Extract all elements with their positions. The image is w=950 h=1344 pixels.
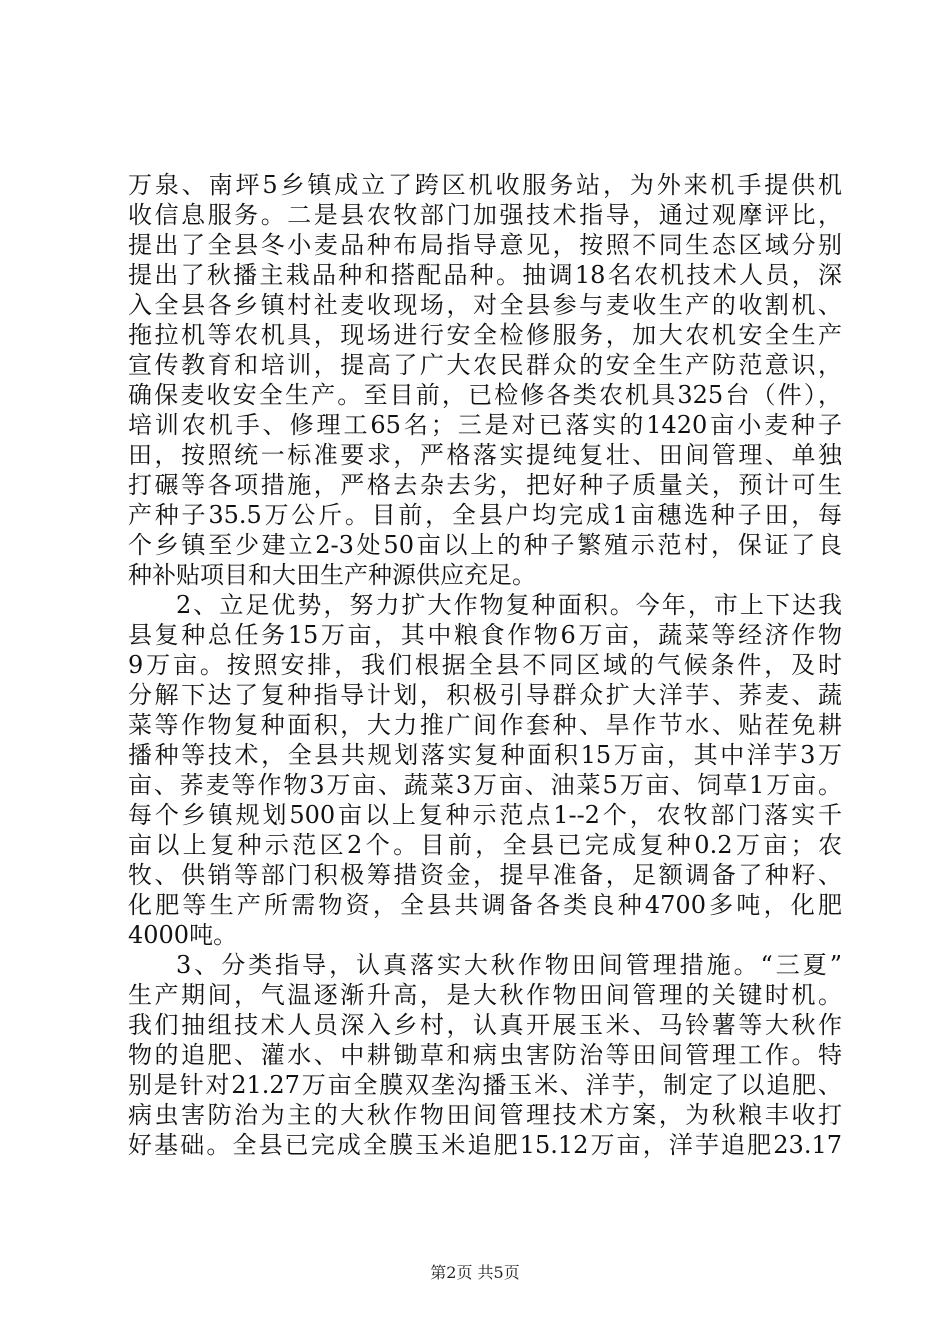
text-line: 入全县各乡镇村社麦收现场，对全县参与麦收生产的收割机、 xyxy=(128,291,842,319)
text-line: 病虫害防治为主的大秋作物田间管理技术方案，为秋粮丰收打 xyxy=(128,1101,842,1129)
page-number-footer: 第2页 共5页 xyxy=(430,1263,520,1282)
text-line: 个乡镇至少建立2-3处50亩以上的种子繁殖示范村，保证了良 xyxy=(128,531,842,559)
text-line: 县复种总任务15万亩，其中粮食作物6万亩，蔬菜等经济作物 xyxy=(128,621,842,649)
text-line: 菜等作物复种面积，大力推广间作套种、旱作节水、贴茬免耕 xyxy=(128,711,842,739)
text-line: 亩以上复种示范区2个。目前，全县已完成复种0.2万亩；农 xyxy=(128,831,842,859)
paragraph-3 xyxy=(128,950,842,1160)
paragraph-2 xyxy=(128,590,842,950)
body-text xyxy=(128,170,842,1160)
text-line: 收信息服务。二是县农牧部门加强技术指导，通过观摩评比， xyxy=(128,201,842,229)
text-line: 拖拉机等农机具，现场进行安全检修服务，加大农机安全生产 xyxy=(128,321,842,349)
paragraph-heading-line: 3、分类指导，认真落实大秋作物田间管理措施。“三夏” xyxy=(176,951,842,979)
text-line: 万泉、南坪5乡镇成立了跨区机收服务站，为外来机手提供机 xyxy=(128,171,842,199)
text-line: 种补贴项目和大田生产种源供应充足。 xyxy=(128,561,536,589)
text-line: 化肥等生产所需物资，全县共调备各类良种4700多吨，化肥 xyxy=(128,891,842,919)
text-line: 生产期间，气温逐渐升高，是大秋作物田间管理的关键时机。 xyxy=(128,981,842,1009)
text-line: 每个乡镇规划500亩以上复种示范点1--2个，农牧部门落实千 xyxy=(128,801,842,829)
text-line: 9万亩。按照安排，我们根据全县不同区域的气候条件，及时 xyxy=(128,651,842,679)
text-line: 牧、供销等部门积极筹措资金，提早准备，足额调备了种籽、 xyxy=(128,861,842,889)
text-line: 确保麦收安全生产。至目前，已检修各类农机具325台（件）， xyxy=(128,381,842,409)
text-line: 产种子35.5万公斤。目前，全县户均完成1亩穗选种子田，每 xyxy=(128,501,842,529)
text-line: 培训农机手、修理工65名；三是对已落实的1420亩小麦种子 xyxy=(128,411,842,439)
paragraph-heading-line: 2、立足优势，努力扩大作物复种面积。今年，市上下达我 xyxy=(176,591,842,619)
text-line: 好基础。全县已完成全膜玉米追肥15.12万亩，洋芋追肥23.17 xyxy=(128,1131,842,1159)
text-line: 物的追肥、灌水、中耕锄草和病虫害防治等田间管理工作。特 xyxy=(128,1041,842,1069)
paragraph-1 xyxy=(128,170,842,590)
text-line: 分解下达了复种指导计划，积极引导群众扩大洋芋、荞麦、蔬 xyxy=(128,681,842,709)
text-line: 别是针对21.27万亩全膜双垄沟播玉米、洋芋，制定了以追肥、 xyxy=(128,1071,842,1099)
text-line: 提出了秋播主栽品种和搭配品种。抽调18名农机技术人员，深 xyxy=(128,261,842,289)
text-line: 播种等技术，全县共规划落实复种面积15万亩，其中洋芋3万 xyxy=(128,741,842,769)
text-line: 打碾等各项措施，严格去杂去劣，把好种子质量关，预计可生 xyxy=(128,471,842,499)
text-line: 我们抽组技术人员深入乡村，认真开展玉米、马铃薯等大秋作 xyxy=(128,1011,842,1039)
text-line: 田，按照统一标准要求，严格落实提纯复壮、田间管理、单独 xyxy=(128,441,842,469)
text-line: 提出了全县冬小麦品种布局指导意见，按照不同生态区域分别 xyxy=(128,231,842,259)
text-line: 4000吨。 xyxy=(128,921,238,949)
text-line: 亩、荞麦等作物3万亩、蔬菜3万亩、油菜5万亩、饲草1万亩。 xyxy=(128,771,842,799)
text-line: 宣传教育和培训，提高了广大农民群众的安全生产防范意识， xyxy=(128,351,842,379)
